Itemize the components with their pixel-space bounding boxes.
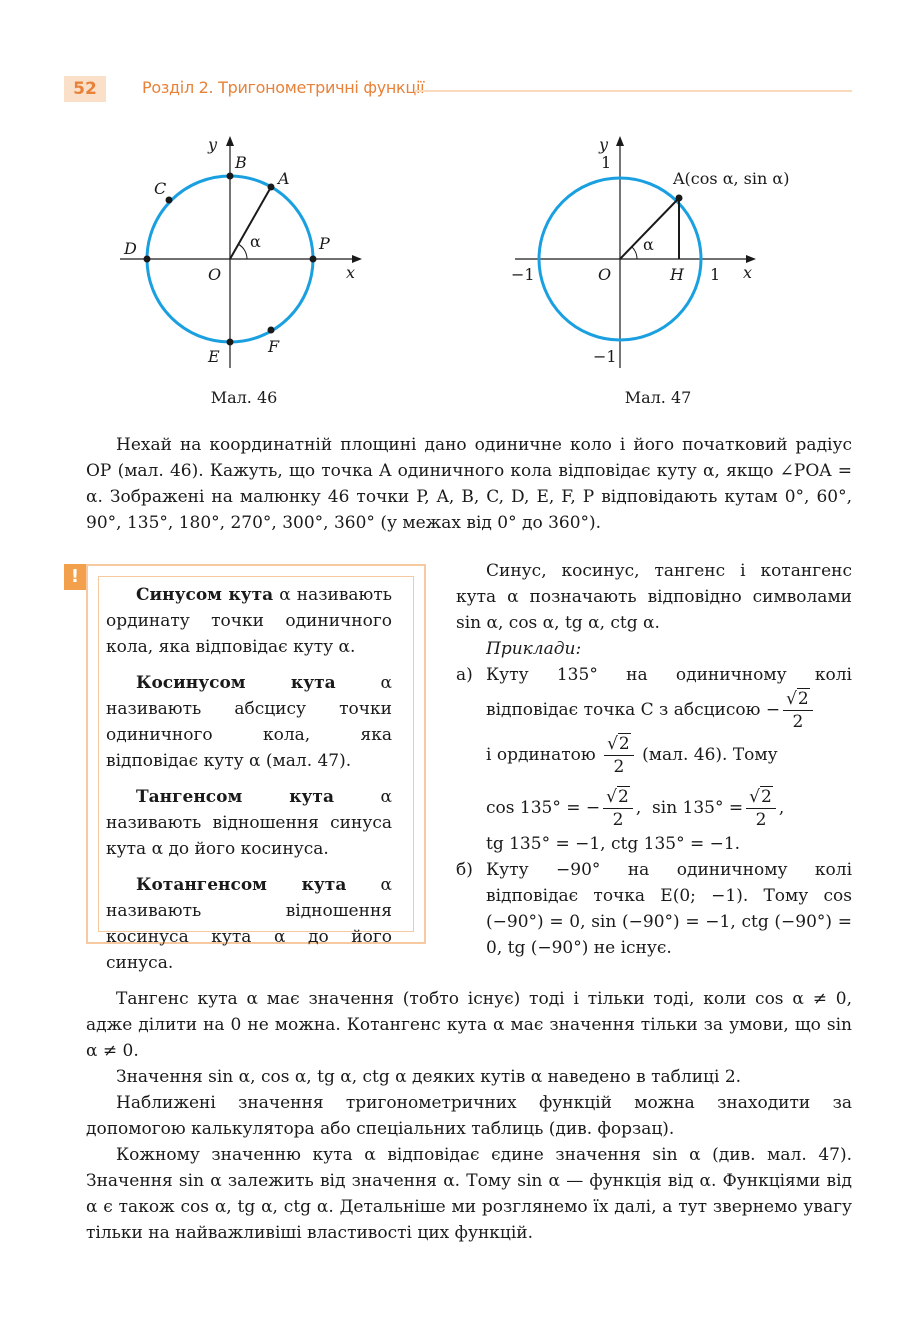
label-p: P: [319, 234, 330, 253]
right-column: [456, 558, 852, 961]
fraction-sqrt2-over-2: $\frac{√2}{2}$: [746, 786, 776, 831]
figure-47: [505, 128, 805, 378]
page-number: 52: [64, 76, 106, 102]
example-a-formulas: cos 135° = − $\frac{√2}{2}$ , sin 135° = $\frac{√2}{2}$ ,: [486, 787, 785, 830]
examples-label: [456, 636, 852, 662]
label-h: H: [670, 265, 684, 284]
x-axis-arrow: [352, 255, 362, 263]
example-a: [456, 662, 852, 857]
definition-sine: [106, 582, 392, 660]
term-tangent: Тангенсом кута: [136, 787, 334, 807]
point-p: [310, 256, 317, 263]
point-a: [676, 195, 683, 202]
example-b-mark: б): [456, 860, 473, 880]
label-alpha: α: [643, 235, 654, 254]
sin-135-formula: sin 135° =: [652, 798, 744, 818]
fraction-sqrt2-over-2: $\frac{√2}{2}$: [603, 786, 633, 831]
intro-paragraph: [86, 432, 852, 536]
label-minus-one-x: −1: [511, 265, 535, 284]
page-header: [64, 74, 852, 104]
fraction-denominator: 2: [612, 810, 624, 830]
tg-ctg-135: tg 135° = −1, ctg 135° = −1.: [486, 834, 741, 854]
body-paragraph-2: Значення sin α, cos α, tg α, ctg α деяких кутів α наведено в таблиці 2.: [116, 1067, 742, 1087]
definition-cotangent-text: α називають відношення косинуса кута α до його синуса.: [106, 875, 392, 973]
fraction-sqrt2-over-2: $\frac{√2}{2}$: [604, 733, 634, 778]
fraction-numerator: 2: [617, 787, 629, 807]
body-paragraph-4: Кожному значенню кута α відповідає єдине значення sin α (див. мал. 47). Значення sin α залежить від значення α. Тому sin α — функція від α. Функціями від α є також cos α, tg α, ctg α. Детальніше ми розглянемо їх далі, а тут звернемо увагу тільки на найважливіші властивості цих функцій.: [86, 1145, 852, 1243]
y-axis-arrow: [226, 136, 234, 146]
example-a-line3: (мал. 46). Тому: [642, 745, 778, 765]
example-a-minus: −: [765, 700, 781, 720]
point-f: [268, 327, 275, 334]
figure-46: [110, 128, 370, 378]
fraction-numerator: 2: [797, 689, 809, 709]
warning-mark: !: [64, 564, 86, 590]
point-a: [268, 184, 275, 191]
label-o: O: [598, 265, 612, 284]
caption-47: Мал. 47: [624, 388, 692, 407]
definition-sine-text: α називають ординату точки одиничного кола, яка відповідає куту α.: [106, 585, 392, 657]
example-a-line1: Куту 135° на одиничному колі відповідає точка C з абсцисою: [486, 665, 852, 720]
label-one-x: 1: [710, 265, 721, 284]
intro-text: Нехай на координатній площині дано одиничне коло і його початковий радіус OP (мал. 46). Кажуть, що точка A одиничного кола відповідає куту α, якщо ∠POA = α. Зображені на малюнку 46 точки P, A, B, C, D, E, F, P відповідають кутам 0°, 60°, 90°, 135°, 180°, 270°, 300°, 360° (у межах від 0° до 360°).: [86, 435, 852, 533]
fraction-denominator: 2: [613, 757, 625, 777]
definition-tangent: [106, 784, 392, 862]
definition-tangent-text: α називають відношення синуса кута α до його косинуса.: [106, 787, 393, 859]
example-a-mark: а): [456, 665, 473, 685]
label-c: C: [154, 179, 167, 198]
body-paragraph-1: Тангенс кута α має значення (тобто існує) тоді і тільки тоді, коли cos α ≠ 0, адже ділити на 0 не можна. Котангенс кута α має значення тільки за умови, що sin α ≠ 0.: [86, 989, 852, 1061]
definitions-text: [106, 582, 392, 986]
label-a: A(cos α, sin α): [673, 169, 790, 188]
example-a-line2: і ординатою: [486, 745, 596, 765]
angle-arc: [632, 247, 637, 259]
label-b: B: [235, 153, 247, 172]
definition-cotangent: [106, 872, 392, 976]
label-minus-one-y: −1: [593, 347, 617, 366]
fraction-numerator: 2: [618, 734, 630, 754]
label-x: x: [346, 263, 356, 282]
label-one-y: 1: [601, 153, 612, 172]
chapter-title: Розділ 2. Тригонометричні функції: [142, 78, 425, 97]
label-y: y: [599, 135, 609, 154]
notation-text: Синус, косинус, тангенс і котангенс кута α позначають відповідно символами sin α, cos α, tg α, ctg α.: [456, 561, 852, 633]
label-d: D: [124, 239, 137, 258]
fraction-sqrt2-over-2: $\frac{√2}{2}$: [783, 688, 813, 733]
example-b: [456, 857, 852, 961]
term-cosine: Косинусом кута: [136, 673, 336, 693]
y-axis-arrow: [616, 136, 624, 146]
point-e: [227, 339, 234, 346]
body-paragraphs: [86, 986, 852, 1246]
label-alpha: α: [250, 232, 261, 251]
header-rule: [414, 90, 852, 92]
examples-label-text: Приклади:: [486, 639, 582, 659]
label-y: y: [208, 135, 218, 154]
label-o: O: [208, 265, 222, 284]
label-f: F: [268, 337, 280, 356]
label-x: x: [743, 263, 753, 282]
point-d: [144, 256, 151, 263]
point-b: [227, 173, 234, 180]
term-cotangent: Котангенсом кута: [136, 875, 347, 895]
x-axis-arrow: [746, 255, 756, 263]
fraction-numerator: 2: [760, 787, 772, 807]
fraction-denominator: 2: [755, 810, 767, 830]
definition-cosine-text: α називають абсцису точки одиничного кола, яка відповідає куту α (мал. 47).: [106, 673, 392, 771]
cos-135-formula: cos 135° = −: [486, 798, 601, 818]
caption-46: Мал. 46: [210, 388, 278, 407]
definition-cosine: [106, 670, 392, 774]
example-b-text: Куту −90° на одиничному колі відповідає точка E(0; −1). Тому cos (−90°) = 0, sin (−90°) = −1, ctg (−90°) = 0, tg (−90°) не існує.: [486, 860, 852, 958]
fraction-denominator: 2: [792, 712, 804, 732]
point-c: [166, 197, 173, 204]
label-e: E: [208, 347, 220, 366]
body-paragraph-3: Наближені значення тригонометричних функцій можна знаходити за допомогою калькулятора або спеціальних таблиць (див. форзац).: [86, 1093, 852, 1139]
angle-arc: [238, 244, 247, 259]
label-a: A: [278, 169, 290, 188]
term-sine: Синусом кута: [136, 585, 274, 605]
